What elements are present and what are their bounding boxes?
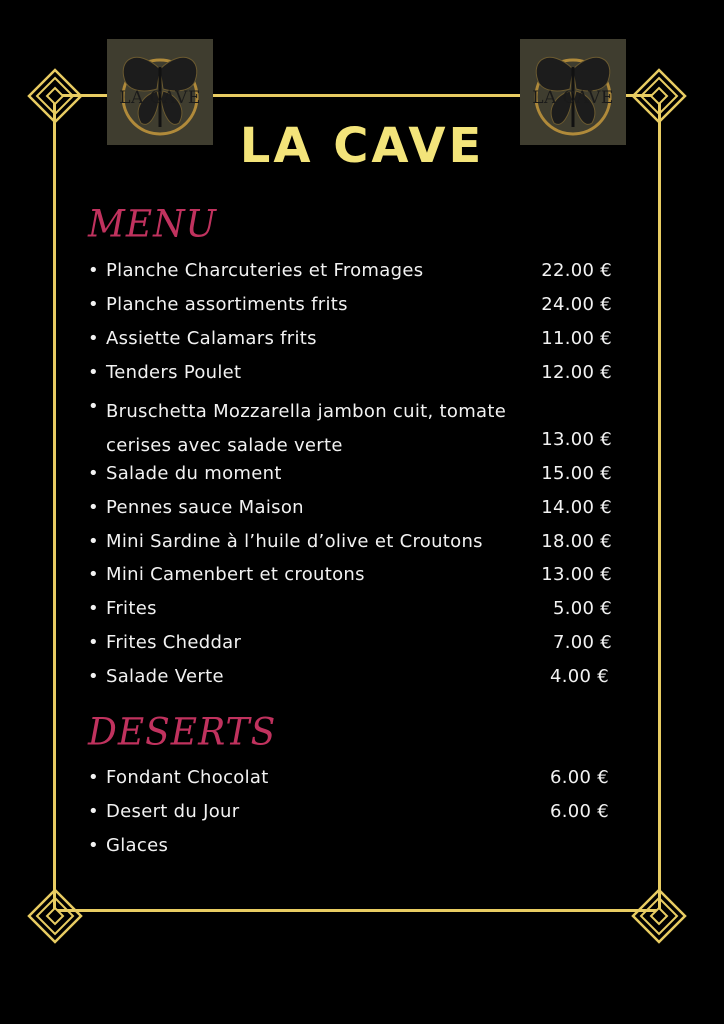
menu-item <box>88 564 628 594</box>
menu-item-name: Planche Charcuteries et Fromages <box>106 260 424 281</box>
menu-item <box>88 328 628 358</box>
menu-item <box>88 666 628 696</box>
bullet: • <box>88 531 99 552</box>
menu-item-price: 7.00 € <box>552 632 612 653</box>
corner-ornament-bottom-right-icon <box>629 886 689 946</box>
menu-item-price: 15.00 € <box>541 463 612 484</box>
bullet: • <box>88 767 99 788</box>
logo-text: LA CAVE <box>119 88 201 108</box>
menu-item-price: 24.00 € <box>541 294 612 315</box>
menu-item <box>88 294 628 324</box>
bullet: • <box>88 497 99 518</box>
desert-item-price: 6.00 € <box>549 767 609 788</box>
bullet: • <box>88 328 99 349</box>
menu-item-price: 5.00 € <box>552 598 612 619</box>
logo-text: LA CAVE <box>532 88 614 108</box>
desert-item <box>88 835 628 865</box>
bullet: • <box>88 294 99 315</box>
menu-item-name: Tenders Poulet <box>106 362 242 383</box>
menu-item-price: 11.00 € <box>541 328 612 349</box>
menu-item-name: Mini Camenbert et croutons <box>106 564 365 585</box>
corner-ornament-top-right-icon <box>629 66 689 126</box>
bullet: • <box>88 260 99 281</box>
menu-item-name: Mini Sardine à l’huile d’olive et Croutons <box>106 531 483 552</box>
menu-item-name: Salade Verte <box>106 666 224 687</box>
bullet: • <box>88 598 99 619</box>
page-title: LA CAVE <box>239 118 485 174</box>
menu-item <box>88 632 628 662</box>
menu-item-name: Bruschetta Mozzarella jambon cuit, tomate cerises avec salade verte <box>106 401 507 456</box>
menu-item <box>88 531 628 561</box>
bullet: • <box>88 362 99 383</box>
bullet: • <box>88 564 99 585</box>
menu-item-price: 4.00 € <box>549 666 609 687</box>
menu-item-name: Salade du moment <box>106 463 282 484</box>
desert-item <box>88 801 628 831</box>
desert-item-name: Desert du Jour <box>106 801 240 822</box>
bullet: • <box>88 666 99 687</box>
bullet: • <box>88 396 99 417</box>
menu-item-price: 22.00 € <box>541 260 612 281</box>
menu-item-name: Planche assortiments frits <box>106 294 348 315</box>
desert-item <box>88 767 628 797</box>
desert-item-price: 6.00 € <box>549 801 609 822</box>
menu-heading: MENU <box>88 202 217 247</box>
bullet: • <box>88 801 99 822</box>
bullet: • <box>88 463 99 484</box>
menu-item <box>88 260 628 290</box>
menu-item <box>88 497 628 527</box>
menu-item-name: Assiette Calamars frits <box>106 328 317 349</box>
menu-item-price: 13.00 € <box>541 564 612 585</box>
menu-item <box>88 598 628 628</box>
bullet: • <box>88 632 99 653</box>
corner-ornament-bottom-left-icon <box>25 886 85 946</box>
bullet: • <box>88 835 99 856</box>
menu-item-price: 14.00 € <box>541 497 612 518</box>
desert-item-name: Fondant Chocolat <box>106 767 269 788</box>
desert-item-name: Glaces <box>106 835 169 856</box>
menu-item <box>88 463 628 493</box>
menu-item <box>88 396 628 466</box>
menu-item <box>88 362 628 392</box>
menu-item-price: 18.00 € <box>541 531 612 552</box>
menu-item-name: Frites Cheddar <box>106 632 242 653</box>
menu-item-name: Pennes sauce Maison <box>106 497 304 518</box>
menu-item-price: 13.00 € <box>541 429 612 450</box>
menu-item-name: Frites <box>106 598 157 619</box>
corner-ornament-top-left-icon <box>25 66 85 126</box>
deserts-heading: DESERTS <box>88 710 277 755</box>
menu-item-price: 12.00 € <box>541 362 612 383</box>
